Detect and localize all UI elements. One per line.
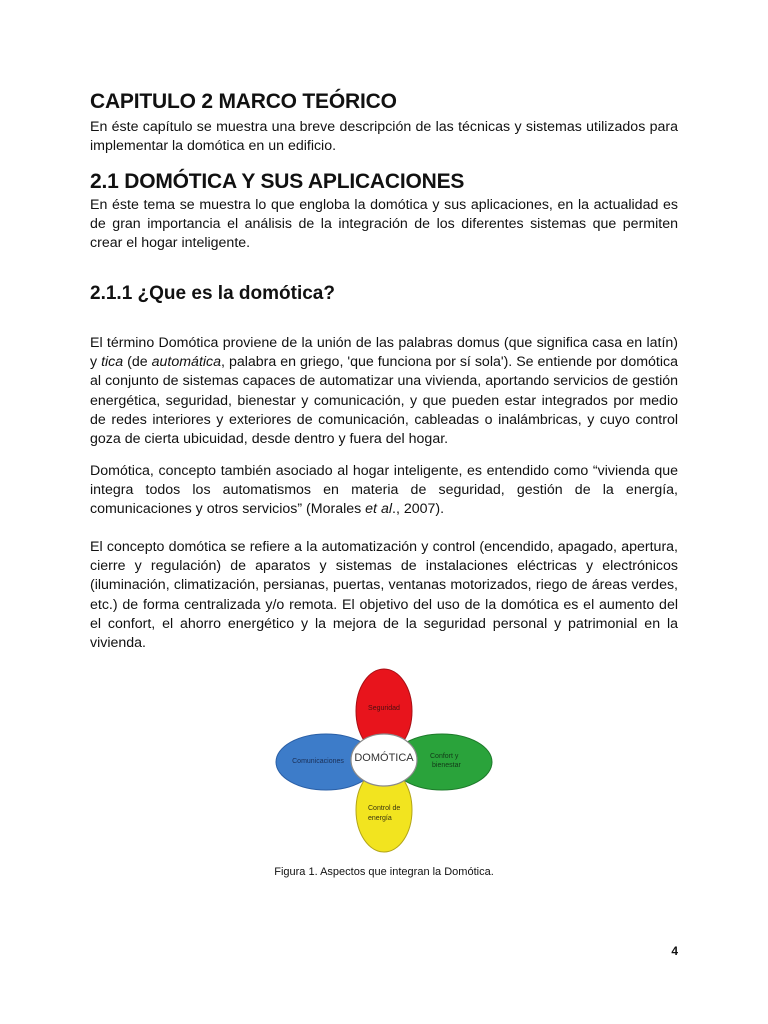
chapter-heading: CAPITULO 2 MARCO TEÓRICO xyxy=(90,90,397,113)
p2-text-a: Domótica, concepto también asociado al hogar inteligente, es entendido como “vivienda que integra todos los automatismos en materia de seguridad, gestión de la energía, comunicaciones y otros servicios” (Morales xyxy=(90,463,678,518)
figure-caption: Figura 1. Aspectos que integran la Domótica. xyxy=(274,866,494,878)
domotica-figure xyxy=(274,666,496,856)
comfort-label-line1: Confort y xyxy=(430,753,459,760)
section-paragraph: En éste tema se muestra lo que engloba la domótica y sus aplicaciones, en la actualidad es de gran importancia el análisis de la integración de los diferentes sistemas que permiten crear el hogar inteligente. xyxy=(90,197,678,252)
concept-paragraph: El concepto domótica se refiere a la automatización y control (encendido, apagado, apertura, cierre y regulación) de aparatos y sistemas de instalaciones eléctricas y electrónicos (iluminación, climatización, persianas, puertas, ventanas motorizados, riego de áreas verdes, etc.) de forma centralizada y/o remota. El objetivo del uso de la domótica es el aumento del el confort, el ahorro energético y la mejora de la seguridad personal y patrimonial en la vivienda. xyxy=(90,539,678,652)
center-label: DOMÓTICA xyxy=(354,752,414,764)
communications-label: Comunicaciones xyxy=(292,758,344,765)
p2-text-b: ., 2007). xyxy=(392,501,445,518)
domotica-diagram xyxy=(274,666,496,856)
subsection-heading: 2.1.1 ¿Que es la domótica? xyxy=(90,283,335,304)
p1-italic-tica: tica xyxy=(101,354,124,371)
p1-text-b: (de xyxy=(123,354,152,371)
p2-italic-etal: et al xyxy=(365,501,392,518)
intro-paragraph: En éste capítulo se muestra una breve descripción de las técnicas y sistemas utilizados para implementar la domótica en un edificio. xyxy=(90,119,678,155)
p1-italic-automatica: automática xyxy=(151,354,222,371)
p1-text-a: El término Domótica proviene de la unión de las palabras domus (que significa casa en latín) y xyxy=(90,335,678,371)
energy-label-line2: energía xyxy=(368,815,392,822)
comfort-label-line2: bienestar xyxy=(432,762,461,769)
energy-label-line1: Control de xyxy=(368,805,401,812)
definition-paragraph xyxy=(90,334,678,449)
section-heading: 2.1 DOMÓTICA Y SUS APLICACIONES xyxy=(90,170,465,193)
page-number: 4 xyxy=(671,944,678,958)
security-label: Seguridad xyxy=(368,705,400,712)
p1-text-c: , palabra en griego, 'que funciona por sí sola'). Se entiende por domótica al conjunto de sistemas capaces de automatizar una vivienda, aportando servicios de gestión energética, seguridad, bienestar y comunicación, y que pueden estar integrados por medio de redes interiores y exteriores de comunicación, cableadas o inalámbricas, y cuyo control goza de cierta ubicuidad, desde dentro y fuera del hogar. xyxy=(90,354,679,448)
quote-paragraph xyxy=(90,462,678,520)
